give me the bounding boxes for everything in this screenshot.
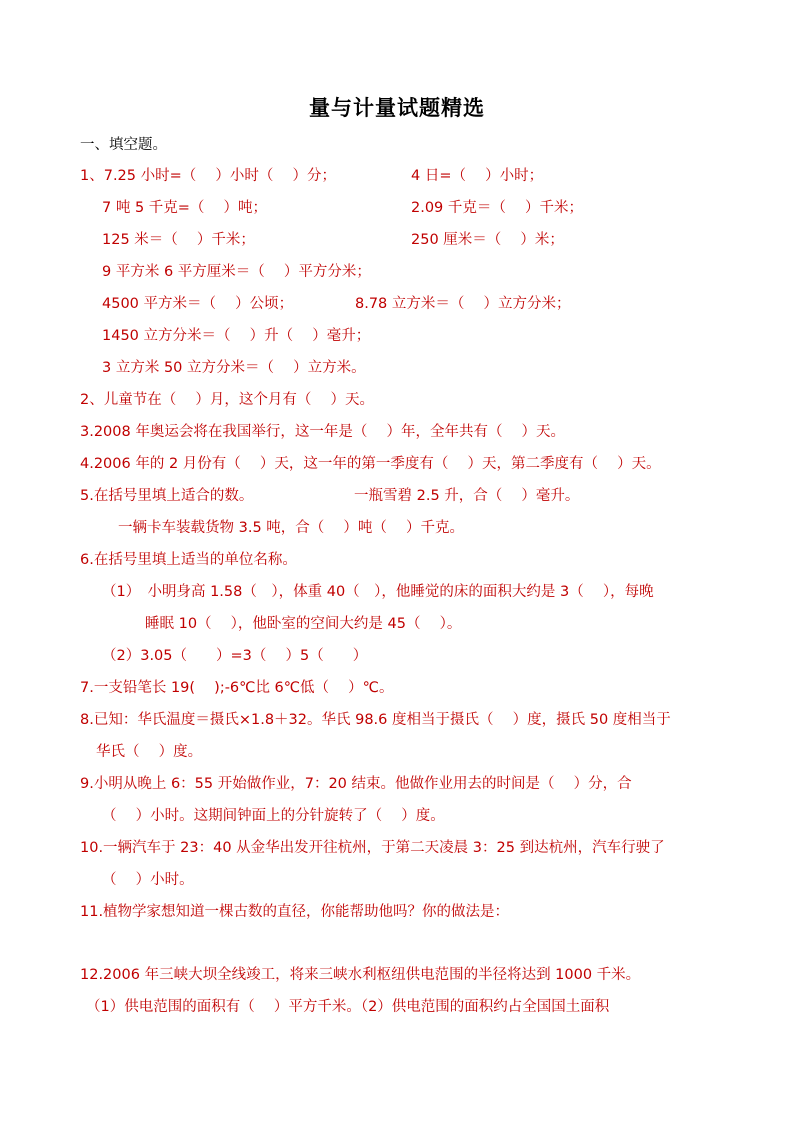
question-line: 12.2006 年三峡大坝全线竣工，将来三峡水利枢纽供电范围的半径将达到 1000 千米。 xyxy=(80,967,641,983)
question-line: 2、儿童节在（ ）月，这个月有（ ）天。 xyxy=(80,392,374,408)
question-line: 睡眠 10（ ），他卧室的空间大约是 45（ ）。 xyxy=(145,616,462,632)
document-title: 量与计量试题精选 xyxy=(309,95,485,120)
question-line: 10.一辆汽车于 23：40 从金华出发开往杭州，于第二天凌晨 3：25 到达杭州，汽车行驶了 xyxy=(80,840,665,856)
question-line: （2）3.05（ ）=3（ ）5（ ） xyxy=(102,648,368,664)
question-line: （ ）小时。这期间钟面上的分针旋转了（ ）度。 xyxy=(102,808,445,824)
question-line: 1450 立方分米＝（ ）升（ ）毫升； xyxy=(102,328,371,344)
question-line: 5.在括号里填上适合的数。 xyxy=(80,488,254,504)
question-line: 4.2006 年的 2 月份有（ ）天，这一年的第一季度有（ ）天，第二季度有（ ）天。 xyxy=(80,456,661,472)
question-line: 3.2008 年奥运会将在我国举行，这一年是（ ）年，全年共有（ ）天。 xyxy=(80,424,566,440)
question-line: 6.在括号里填上适当的单位名称。 xyxy=(80,552,297,568)
question-line: 华氏（ ）度。 xyxy=(96,744,203,760)
question-line: 2.09 千克＝（ ）千米； xyxy=(411,200,584,216)
question-line: 4 日=（ ）小时； xyxy=(411,168,544,184)
question-line: 7.一支铅笔长 19( );-6℃比 6℃低（ ）℃。 xyxy=(80,680,394,696)
question-line: 一瓶雪碧 2.5 升，合（ ）毫升。 xyxy=(354,488,580,504)
question-line: （ ）小时。 xyxy=(102,872,194,888)
question-line: 4500 平方米＝（ ）公顷； xyxy=(102,296,294,312)
section-heading: 一、填空题。 xyxy=(80,137,167,153)
question-line: （1） 小明身高 1.58（ ），体重 40（ ），他睡觉的床的面积大约是 3（ ），每晚 xyxy=(102,584,654,600)
question-line: 7 吨 5 千克=（ ）吨； xyxy=(102,200,268,216)
question-line: 8.78 立方米＝（ ）立方分米； xyxy=(355,296,571,312)
question-line: （1）供电范围的面积有（ ）平方千米。（2）供电范围的面积约占全国国土面积 xyxy=(86,999,610,1015)
question-line: 3 立方米 50 立方分米＝（ ）立方米。 xyxy=(102,360,366,376)
question-line: 11.植物学家想知道一棵古数的直径，你能帮助他吗？你的做法是： xyxy=(80,904,510,920)
question-line: 一辆卡车装载货物 3.5 吨，合（ ）吨（ ）千克。 xyxy=(118,520,464,536)
question-line: 250 厘米＝（ ）米； xyxy=(411,232,564,248)
question-line: 1、7.25 小时=（ ）小时（ ）分； xyxy=(80,168,336,184)
question-line: 125 米＝（ ）千米； xyxy=(102,232,255,248)
question-line: 9.小明从晚上 6：55 开始做作业，7：20 结束。他做作业用去的时间是（ ）分，合 xyxy=(80,776,632,792)
question-line: 9 平方米 6 平方厘米＝（ ）平方分米； xyxy=(102,264,371,280)
question-line: 8.已知：华氏温度＝摄氏×1.8＋32。华氏 98.6 度相当于摄氏（ ）度，摄氏 50 度相当于 xyxy=(80,712,671,728)
